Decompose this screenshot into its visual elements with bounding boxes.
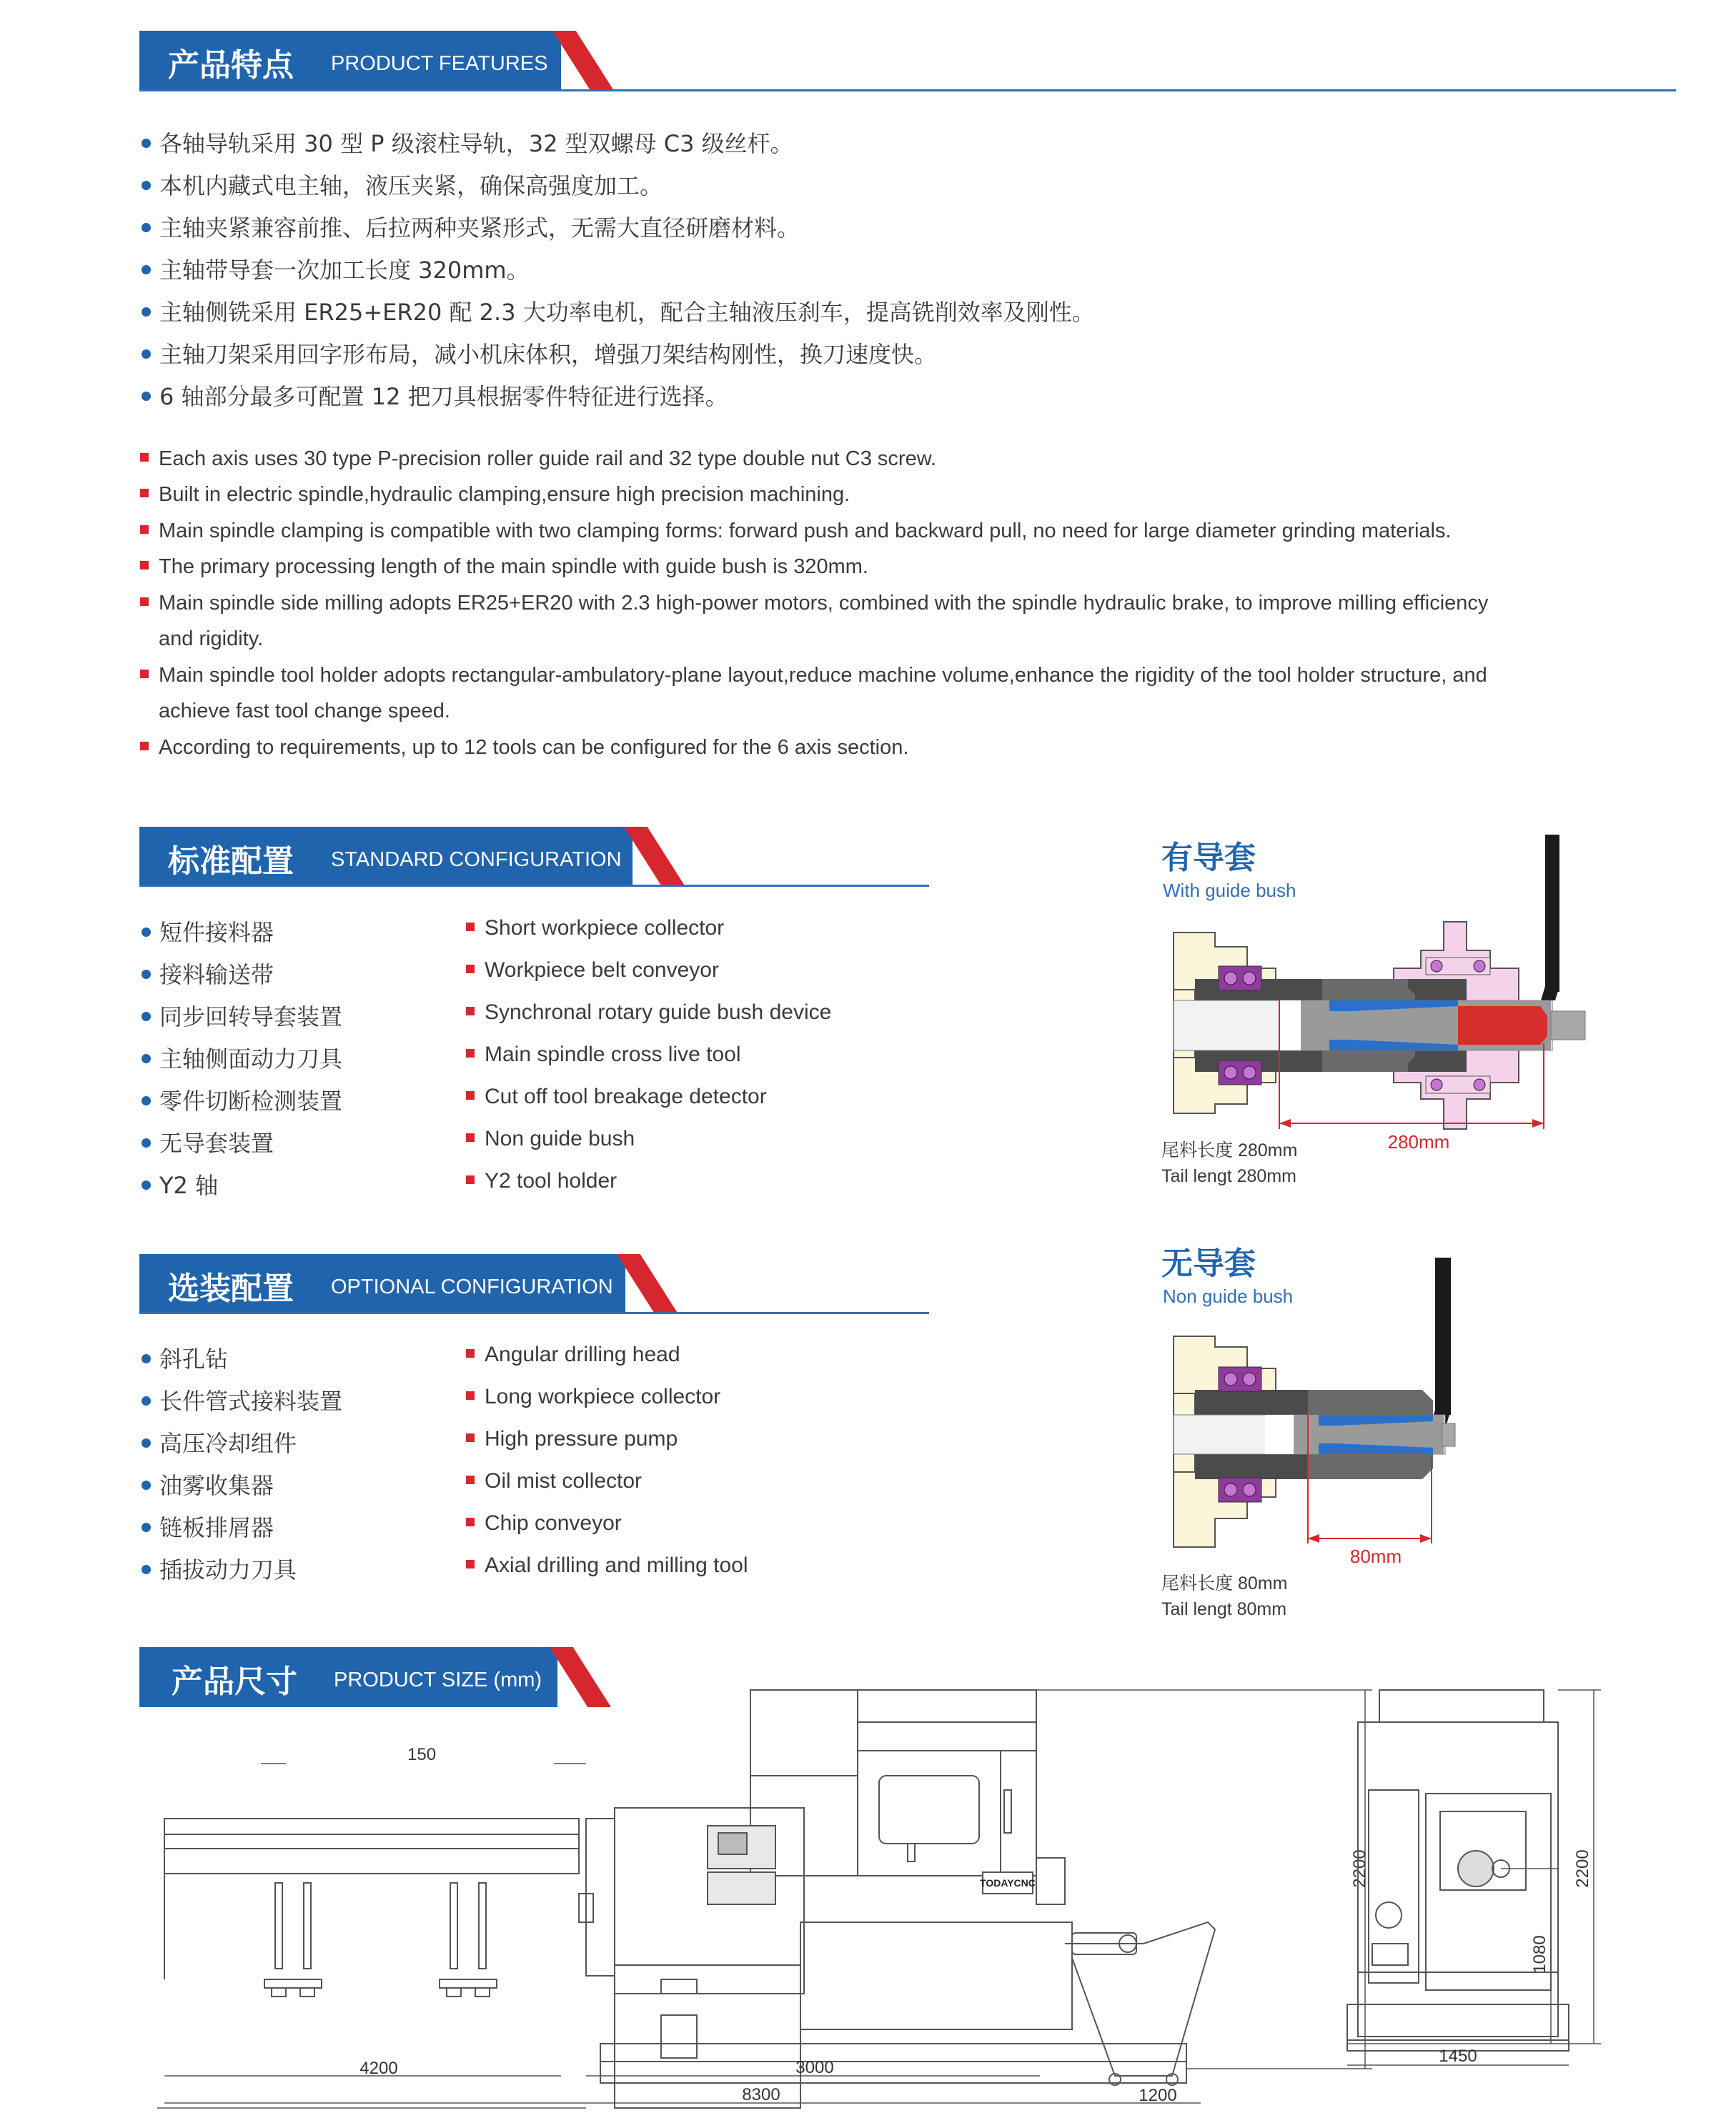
list-item: 插拔动力刀具 xyxy=(142,1552,297,1585)
list-item: 同步回转导套装置 xyxy=(142,999,342,1032)
features-title-cn: 产品特点 xyxy=(168,47,294,84)
list-item: 主轴侧铣采用 ER25+ER20 配 2.3 大功率电机，配合主轴液压刹车，提高铣削效率及刚性。 xyxy=(142,294,1095,327)
list-item: High pressure pump xyxy=(466,1427,678,1451)
list-item: 主轴带导套一次加工长度 320mm。 xyxy=(142,252,530,285)
non-guide-bush-title: 无导套 xyxy=(1161,1246,1256,1282)
dim-1450: 1450 xyxy=(1439,2047,1477,2066)
list-item: 链板排屑器 xyxy=(142,1510,274,1543)
list-item: Long workpiece collector xyxy=(466,1385,720,1409)
list-item: 长件管式接料装置 xyxy=(142,1383,342,1416)
list-item: Synchronal rotary guide bush device xyxy=(466,1000,831,1025)
dim-1080: 1080 xyxy=(1530,1935,1549,1974)
guide-bush-title: 有导套 xyxy=(1161,840,1256,876)
dim-1200: 1200 xyxy=(1139,2086,1177,2105)
list-item: Main spindle side milling adopts ER25+ER20 with 2.3 high-power motors, combined with the spindle hydraulic brake, to improve milling efficiency xyxy=(140,585,1677,621)
machine-brand: TODAYCNC xyxy=(980,1877,1036,1889)
list-item: Main spindle clamping is compatible with two clamping forms: forward push and backward pull, no need for large diameter grinding materials. xyxy=(140,513,1677,549)
list-item: Each axis uses 30 type P-precision roller guide rail and 32 type double nut C3 screw. xyxy=(140,441,1677,477)
list-item: Main spindle tool holder adopts rectangular-ambulatory-plane layout,reduce machine volume,enhance the rigidity of the tool holder structure, and xyxy=(140,657,1677,693)
features-divider xyxy=(139,89,1676,91)
list-item: The primary processing length of the main spindle with guide bush is 320mm. xyxy=(140,549,1677,585)
non-guide-bush-subtitle: Non guide bush xyxy=(1163,1286,1294,1307)
list-item: Y2 轴 xyxy=(142,1168,218,1200)
list-item: 零件切断检测装置 xyxy=(142,1083,342,1116)
list-item: Chip conveyor xyxy=(466,1511,622,1536)
size-title-en: PRODUCT SIZE (mm) xyxy=(334,1669,542,1691)
dim-8300: 8300 xyxy=(742,2085,780,2104)
machine-front-view xyxy=(143,1679,1369,2108)
list-item: 本机内藏式电主轴，液压夹紧，确保高强度加工。 xyxy=(142,168,663,201)
optional-divider xyxy=(139,1312,929,1314)
list-item: Main spindle cross live tool xyxy=(466,1043,741,1067)
list-item: 接料输送带 xyxy=(142,957,274,990)
list-item-continued: and rigidity. xyxy=(159,627,264,650)
dim-2200-side: 2200 xyxy=(1573,1849,1592,1888)
list-item: 斜孔钻 xyxy=(142,1341,228,1374)
features-title-en: PRODUCT FEATURES xyxy=(331,52,548,75)
dim-2200-front: 2200 xyxy=(1350,1849,1369,1888)
list-item: Angular drilling head xyxy=(466,1343,680,1367)
list-item: 油雾收集器 xyxy=(142,1468,274,1501)
size-title-cn: 产品尺寸 xyxy=(172,1664,297,1700)
machine-side-view xyxy=(1315,1679,1615,2079)
standard-divider xyxy=(139,885,929,887)
guide-bush-diagram xyxy=(1158,829,1587,1158)
non-guide-bush-dim: 80mm xyxy=(1349,1546,1402,1567)
list-item: Short workpiece collector xyxy=(466,916,724,940)
standard-title-cn: 标准配置 xyxy=(168,843,294,880)
list-item: 主轴刀架采用回字形布局，减小机床体积，增强刀架结构刚性，换刀速度快。 xyxy=(142,337,937,369)
list-item: 无导套装置 xyxy=(142,1125,274,1158)
list-item: 高压冷却组件 xyxy=(142,1426,297,1458)
list-item: Non guide bush xyxy=(466,1127,635,1151)
optional-title-en: OPTIONAL CONFIGURATION xyxy=(331,1276,613,1298)
list-item: Cut off tool breakage detector xyxy=(466,1085,767,1109)
list-item: 各轴导轨采用 30 型 P 级滚柱导轨，32 型双螺母 C3 级丝杆。 xyxy=(142,126,793,159)
non-guide-bush-diagram xyxy=(1158,1254,1458,1568)
section-header-standard xyxy=(139,827,697,887)
section-header-features xyxy=(139,31,625,91)
list-item: Workpiece belt conveyor xyxy=(466,958,719,983)
dim-4200: 4200 xyxy=(359,2059,398,2078)
list-item: According to requirements, up to 12 tools can be configured for the 6 axis section. xyxy=(140,730,1677,765)
front-view-dimensions xyxy=(150,2058,1222,2112)
section-header-optional xyxy=(139,1254,697,1314)
list-item: 短件接料器 xyxy=(142,915,274,948)
dim-3000: 3000 xyxy=(795,2058,834,2077)
non-guide-bush-note: 尾料长度 80mm Tail lengt 80mm xyxy=(1161,1573,1288,1619)
optional-title-cn: 选装配置 xyxy=(168,1271,294,1307)
list-item: 6 轴部分最多可配置 12 把刀具根据零件特征进行选择。 xyxy=(142,379,728,412)
list-item: Oil mist collector xyxy=(466,1469,642,1493)
list-item: 主轴侧面动力刀具 xyxy=(142,1041,342,1074)
list-item: Axial drilling and milling tool xyxy=(466,1553,748,1578)
guide-bush-dim: 280mm xyxy=(1387,1131,1450,1153)
guide-bush-subtitle: With guide bush xyxy=(1163,880,1296,901)
dim-150: 150 xyxy=(407,1745,437,1764)
list-item: Y2 tool holder xyxy=(466,1169,617,1193)
list-item-continued: achieve fast tool change speed. xyxy=(159,700,450,722)
list-item: Built in electric spindle,hydraulic clamping,ensure high precision machining. xyxy=(140,477,1677,512)
list-item: 主轴夹紧兼容前推、后拉两种夹紧形式，无需大直径研磨材料。 xyxy=(142,210,800,243)
standard-title-en: STANDARD CONFIGURATION xyxy=(331,848,622,871)
guide-bush-note: 尾料长度 280mm Tail lengt 280mm xyxy=(1161,1140,1298,1186)
